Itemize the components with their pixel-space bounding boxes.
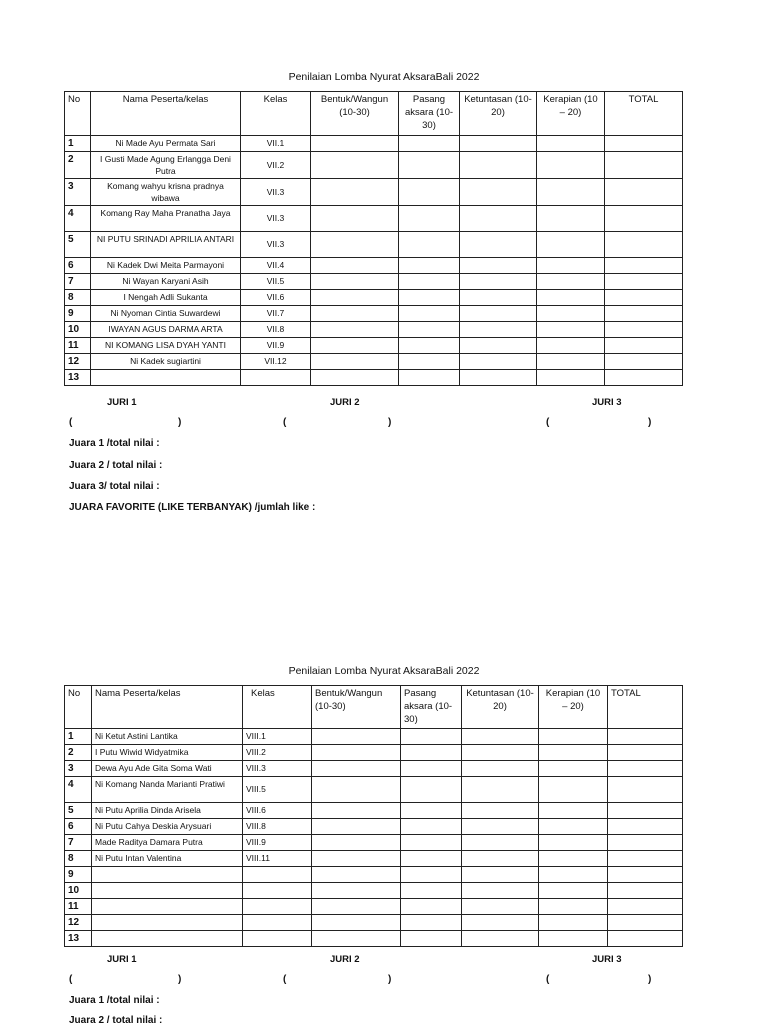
score-bentuk[interactable] [312,915,401,931]
row-no: 6 [65,258,91,274]
participant-class [243,899,312,915]
participant-name [92,931,243,947]
score-pasang[interactable] [399,354,460,370]
score-kerapian[interactable] [537,258,605,274]
participant-name: Ni Ketut Astini Lantika [92,729,243,745]
participant-name: Ni Nyoman Cintia Suwardewi [91,306,241,322]
juri-2-open-paren: ( [283,417,287,428]
score-total[interactable] [605,179,683,206]
participant-class: VIII.1 [243,729,312,745]
header-pasang: Pasang aksara (10-30) [401,686,462,729]
header-name: Nama Peserta/kelas [92,686,243,729]
score-bentuk[interactable] [311,179,399,206]
row-no: 8 [65,851,92,867]
participant-class: VIII.3 [243,761,312,777]
header-bentuk: Bentuk/Wangun (10-30) [312,686,401,729]
table-row [65,819,683,835]
participant-name [92,883,243,899]
table-row [65,136,683,152]
score-bentuk[interactable] [312,761,401,777]
score-pasang[interactable] [399,274,460,290]
participant-class: VII.5 [241,274,311,290]
participant-name [92,915,243,931]
score-kerapian[interactable] [539,851,608,867]
header-kerapian: Kerapian (10 – 20) [537,92,605,136]
juri-1-label: JURI 1 [107,397,137,408]
juri-1-open-paren: ( [69,417,73,428]
score-bentuk[interactable] [311,306,399,322]
score-ketuntasan[interactable] [460,232,537,258]
score-ketuntasan[interactable] [460,206,537,232]
score-total[interactable] [605,338,683,354]
table-row [65,206,683,232]
participant-name: Dewa Ayu Ade Gita Soma Wati [92,761,243,777]
score-bentuk[interactable] [312,883,401,899]
score-total[interactable] [608,915,683,931]
header-total: TOTAL [608,686,683,729]
row-no: 6 [65,819,92,835]
score-pasang[interactable] [401,745,462,761]
score-bentuk[interactable] [312,851,401,867]
row-no: 4 [65,206,91,232]
score-ketuntasan[interactable] [460,136,537,152]
participant-name: I Putu Wiwid Widyatmika [92,745,243,761]
score-ketuntasan[interactable] [462,931,539,947]
table-row [65,354,683,370]
header-total: TOTAL [605,92,683,136]
table-row [65,370,683,386]
row-no: 7 [65,274,91,290]
score-bentuk[interactable] [311,370,399,386]
table-row [65,851,683,867]
score-pasang[interactable] [401,803,462,819]
row-no: 3 [65,179,91,206]
score-total[interactable] [608,729,683,745]
row-no: 3 [65,761,92,777]
participant-class: VIII.11 [243,851,312,867]
score-total[interactable] [608,899,683,915]
score-total[interactable] [605,322,683,338]
juara-favorite-line: JUARA FAVORITE (LIKE TERBANYAK) /jumlah like : [69,502,316,513]
table-header-row [65,92,683,136]
score-kerapian[interactable] [539,761,608,777]
participant-class [243,867,312,883]
score-ketuntasan[interactable] [462,915,539,931]
score-ketuntasan[interactable] [460,370,537,386]
score-bentuk[interactable] [312,803,401,819]
score-bentuk[interactable] [311,258,399,274]
score-bentuk[interactable] [311,206,399,232]
table-row [65,867,683,883]
score-table-1 [64,91,683,386]
row-no: 13 [65,931,92,947]
score-kerapian[interactable] [537,370,605,386]
participant-class: VII.9 [241,338,311,354]
score-total[interactable] [605,290,683,306]
juara-1-line: Juara 1 /total nilai : [69,438,160,449]
header-kelas: Kelas [243,686,312,729]
score-ketuntasan[interactable] [462,867,539,883]
participant-class: VII.3 [241,206,311,232]
juri-3-label: JURI 3 [592,397,622,408]
score-total[interactable] [608,819,683,835]
participant-name: Komang wahyu krisna pradnya wibawa [91,179,241,206]
score-total[interactable] [608,835,683,851]
participant-name: I Gusti Made Agung Erlangga Deni Putra [91,152,241,179]
score-ketuntasan[interactable] [460,179,537,206]
row-no: 2 [65,745,92,761]
table-row [65,915,683,931]
score-total[interactable] [608,851,683,867]
score-ketuntasan[interactable] [462,761,539,777]
score-kerapian[interactable] [539,899,608,915]
score-pasang[interactable] [401,851,462,867]
table-row [65,152,683,179]
row-no: 7 [65,835,92,851]
score-kerapian[interactable] [539,883,608,899]
header-kelas: Kelas [241,92,311,136]
juri-2-close-paren: ) [388,974,392,985]
participant-class: VII.3 [241,179,311,206]
score-pasang[interactable] [401,899,462,915]
table-row [65,883,683,899]
juri-3-close-paren: ) [648,974,652,985]
score-kerapian[interactable] [537,136,605,152]
row-no: 12 [65,915,92,931]
score-ketuntasan[interactable] [460,258,537,274]
score-total[interactable] [605,136,683,152]
score-ketuntasan[interactable] [462,729,539,745]
participant-name: Made Raditya Damara Putra [92,835,243,851]
table-row [65,232,683,258]
score-bentuk[interactable] [311,322,399,338]
score-pasang[interactable] [399,306,460,322]
score-total[interactable] [605,370,683,386]
participant-class: VIII.5 [243,777,312,803]
score-kerapian[interactable] [539,803,608,819]
table-row [65,290,683,306]
row-no: 13 [65,370,91,386]
row-no: 2 [65,152,91,179]
participant-class: VII.8 [241,322,311,338]
juri-2-label: JURI 2 [330,954,360,965]
row-no: 4 [65,777,92,803]
score-pasang[interactable] [399,232,460,258]
row-no: 1 [65,729,92,745]
score-total[interactable] [608,883,683,899]
juri-1-label: JURI 1 [107,954,137,965]
participant-class: VII.7 [241,306,311,322]
score-ketuntasan[interactable] [460,290,537,306]
score-total[interactable] [605,354,683,370]
score-ketuntasan[interactable] [462,803,539,819]
score-kerapian[interactable] [539,819,608,835]
juri-3-open-paren: ( [546,974,550,985]
score-bentuk[interactable] [312,899,401,915]
participant-name: Ni Putu Intan Valentina [92,851,243,867]
score-kerapian[interactable] [537,274,605,290]
score-ketuntasan[interactable] [460,306,537,322]
table-row [65,274,683,290]
score-kerapian[interactable] [539,835,608,851]
row-no: 9 [65,306,91,322]
participant-class: VII.4 [241,258,311,274]
table-row [65,777,683,803]
juri-2-close-paren: ) [388,417,392,428]
participant-class: VII.2 [241,152,311,179]
score-ketuntasan[interactable] [460,274,537,290]
participant-class [241,370,311,386]
score-pasang[interactable] [399,370,460,386]
juri-1-close-paren: ) [178,417,182,428]
score-pasang[interactable] [401,835,462,851]
score-table-2 [64,685,683,947]
table-row [65,835,683,851]
score-bentuk[interactable] [311,232,399,258]
header-bentuk: Bentuk/Wangun (10-30) [311,92,399,136]
sheet1-title: Penilaian Lomba Nyurat AksaraBali 2022 [288,71,480,83]
score-total[interactable] [608,931,683,947]
header-no: No [65,92,91,136]
score-kerapian[interactable] [537,179,605,206]
table-row [65,899,683,915]
score-kerapian[interactable] [539,777,608,803]
score-total[interactable] [605,274,683,290]
score-ketuntasan[interactable] [462,851,539,867]
score-total[interactable] [605,306,683,322]
score-bentuk[interactable] [312,777,401,803]
score-bentuk[interactable] [312,819,401,835]
row-no: 9 [65,867,92,883]
participant-name: Ni Putu Aprilia Dinda Arisela [92,803,243,819]
participant-name: Ni Made Ayu Permata Sari [91,136,241,152]
score-pasang[interactable] [401,761,462,777]
score-ketuntasan[interactable] [460,338,537,354]
participant-name: I Nengah Adli Sukanta [91,290,241,306]
score-pasang[interactable] [401,915,462,931]
score-pasang[interactable] [401,777,462,803]
score-pasang[interactable] [399,290,460,306]
score-pasang[interactable] [399,258,460,274]
score-kerapian[interactable] [539,915,608,931]
participant-class: VIII.8 [243,819,312,835]
score-bentuk[interactable] [312,835,401,851]
juri-3-label: JURI 3 [592,954,622,965]
table-row [65,258,683,274]
juara-2-line: Juara 2 / total nilai : [69,1015,163,1026]
row-no: 5 [65,803,92,819]
participant-name: NI PUTU SRINADI APRILIA ANTARI [91,232,241,258]
score-pasang[interactable] [401,931,462,947]
table-row [65,931,683,947]
score-total[interactable] [608,761,683,777]
table-row [65,338,683,354]
score-kerapian[interactable] [539,729,608,745]
score-total[interactable] [608,745,683,761]
score-bentuk[interactable] [311,338,399,354]
juara-3-line: Juara 3/ total nilai : [69,481,160,492]
score-bentuk[interactable] [311,354,399,370]
participant-name [91,370,241,386]
score-pasang[interactable] [399,136,460,152]
score-ketuntasan[interactable] [462,835,539,851]
score-pasang[interactable] [401,867,462,883]
participant-name: IWAYAN AGUS DARMA ARTA [91,322,241,338]
participant-class: VIII.6 [243,803,312,819]
score-kerapian[interactable] [537,290,605,306]
score-bentuk[interactable] [311,290,399,306]
participant-name: Ni Putu Cahya Deskia Arysuari [92,819,243,835]
participant-name: Ni Kadek sugiartini [91,354,241,370]
participant-class [243,931,312,947]
score-total[interactable] [608,867,683,883]
participant-class: VII.3 [241,232,311,258]
participant-name: Ni Kadek Dwi Meita Parmayoni [91,258,241,274]
score-kerapian[interactable] [539,745,608,761]
score-ketuntasan[interactable] [462,745,539,761]
row-no: 8 [65,290,91,306]
row-no: 1 [65,136,91,152]
header-pasang: Pasang aksara (10-30) [399,92,460,136]
juri-3-close-paren: ) [648,417,652,428]
participant-class: VII.1 [241,136,311,152]
score-ketuntasan[interactable] [462,777,539,803]
table-row [65,729,683,745]
score-pasang[interactable] [399,338,460,354]
participant-name: Ni Wayan Karyani Asih [91,274,241,290]
score-kerapian[interactable] [537,322,605,338]
score-pasang[interactable] [401,729,462,745]
participant-class: VII.6 [241,290,311,306]
score-total[interactable] [605,258,683,274]
participant-name [92,899,243,915]
score-ketuntasan[interactable] [460,354,537,370]
score-total[interactable] [608,803,683,819]
score-kerapian[interactable] [537,354,605,370]
score-total[interactable] [605,152,683,179]
row-no: 10 [65,322,91,338]
score-bentuk[interactable] [311,274,399,290]
row-no: 12 [65,354,91,370]
score-total[interactable] [605,232,683,258]
header-kerapian: Kerapian (10 – 20) [539,686,608,729]
juri-1-open-paren: ( [69,974,73,985]
table-row [65,803,683,819]
participant-name: Ni Komang Nanda Marianti Pratiwi [92,777,243,803]
score-pasang[interactable] [401,883,462,899]
table-row [65,179,683,206]
juri-1-close-paren: ) [178,974,182,985]
header-ketuntasan: Ketuntasan (10-20) [462,686,539,729]
table-row [65,761,683,777]
participant-name: NI KOMANG LISA DYAH YANTI [91,338,241,354]
score-ketuntasan[interactable] [460,322,537,338]
score-kerapian[interactable] [537,232,605,258]
score-kerapian[interactable] [537,152,605,179]
table-header-row [65,686,683,729]
participant-class: VII.12 [241,354,311,370]
juara-1-line: Juara 1 /total nilai : [69,995,160,1006]
juri-2-label: JURI 2 [330,397,360,408]
participant-class: VIII.2 [243,745,312,761]
score-ketuntasan[interactable] [462,883,539,899]
score-bentuk[interactable] [311,136,399,152]
participant-name: Komang Ray Maha Pranatha Jaya [91,206,241,232]
score-kerapian[interactable] [537,206,605,232]
score-bentuk[interactable] [312,931,401,947]
row-no: 10 [65,883,92,899]
header-no: No [65,686,92,729]
score-ketuntasan[interactable] [462,819,539,835]
row-no: 5 [65,232,91,258]
sheet2-title: Penilaian Lomba Nyurat AksaraBali 2022 [288,665,480,677]
score-ketuntasan[interactable] [460,152,537,179]
score-total[interactable] [605,206,683,232]
score-pasang[interactable] [401,819,462,835]
score-kerapian[interactable] [539,867,608,883]
participant-class [243,915,312,931]
header-ketuntasan: Ketuntasan (10-20) [460,92,537,136]
score-bentuk[interactable] [312,729,401,745]
score-pasang[interactable] [399,206,460,232]
score-kerapian[interactable] [539,931,608,947]
score-kerapian[interactable] [537,306,605,322]
juara-2-line: Juara 2 / total nilai : [69,460,163,471]
score-bentuk[interactable] [311,152,399,179]
score-pasang[interactable] [399,152,460,179]
participant-name [92,867,243,883]
score-pasang[interactable] [399,322,460,338]
table-row [65,745,683,761]
participant-class [243,883,312,899]
juri-2-open-paren: ( [283,974,287,985]
table-row [65,306,683,322]
score-bentuk[interactable] [312,745,401,761]
juri-3-open-paren: ( [546,417,550,428]
score-kerapian[interactable] [537,338,605,354]
table-row [65,322,683,338]
score-ketuntasan[interactable] [462,899,539,915]
row-no: 11 [65,899,92,915]
score-bentuk[interactable] [312,867,401,883]
header-name: Nama Peserta/kelas [91,92,241,136]
score-total[interactable] [608,777,683,803]
row-no: 11 [65,338,91,354]
participant-class: VIII.9 [243,835,312,851]
score-pasang[interactable] [399,179,460,206]
